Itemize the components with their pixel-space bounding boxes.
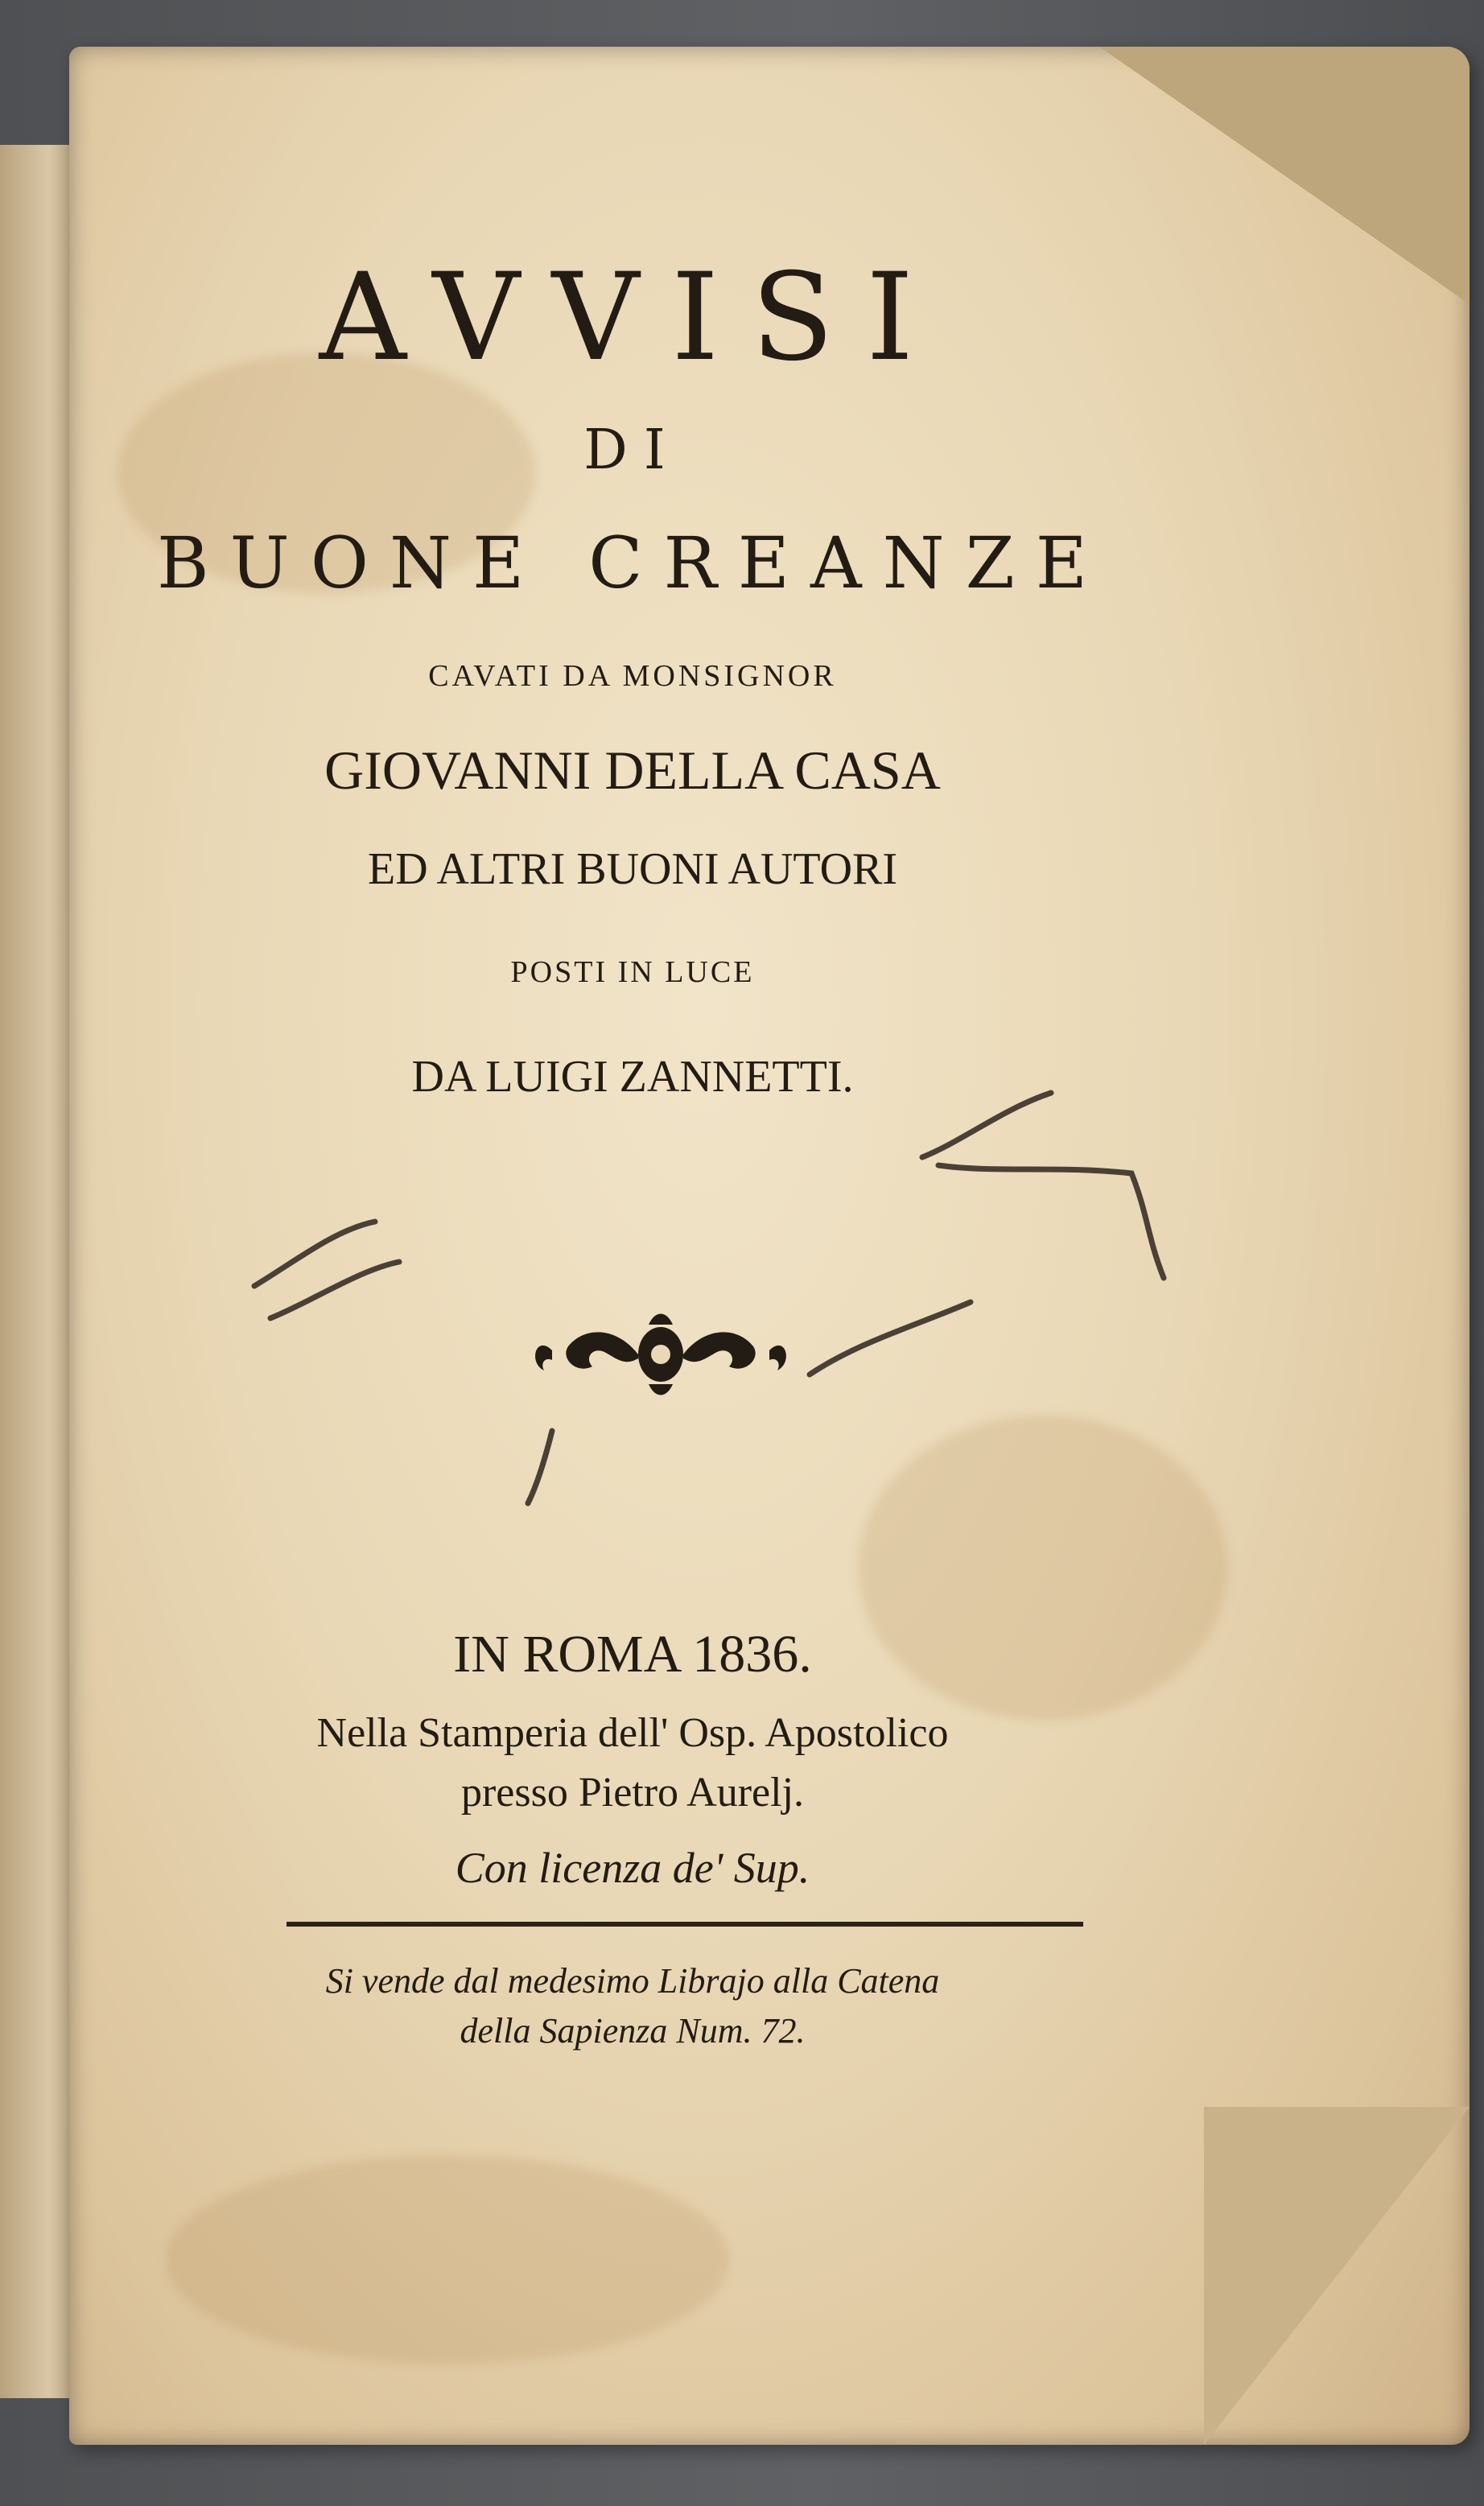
editor-name: DA LUIGI ZANNETTI. [411, 1052, 854, 1102]
author-name: GIOVANNI DELLA CASA [324, 740, 941, 801]
title-line-3: BUONE CREANZE [157, 521, 1108, 604]
sale-note-line-2: della Sapienza Num. 72. [460, 2011, 806, 2051]
subtitle-line-2: ED ALTRI BUONI AUTORI [367, 844, 898, 894]
paper-stain [166, 2155, 729, 2364]
imprint-printer: presso Pietro Aurelj. [460, 1770, 805, 1816]
printer-ornament-icon [528, 1302, 794, 1407]
title-page [69, 47, 1470, 2445]
imprint-city-year: IN ROMA 1836. [453, 1625, 812, 1684]
subtitle-line-3: POSTI IN LUCE [510, 955, 755, 989]
subtitle-line-1: CAVATI DA MONSIGNOR [428, 659, 837, 693]
imprint-press: Nella Stamperia dell' Osp. Apostolico [316, 1710, 949, 1756]
sale-note-line-1: Si vende dal medesimo Librajo alla Catena [325, 1961, 940, 2001]
folded-corner-bottom [1204, 2107, 1470, 2445]
title-line-2: DI [583, 418, 682, 482]
horizontal-rule [286, 1922, 1083, 1927]
title-line-1: AVVISI [319, 248, 946, 388]
imprint-licence: Con licenza de' Sup. [455, 1844, 810, 1892]
